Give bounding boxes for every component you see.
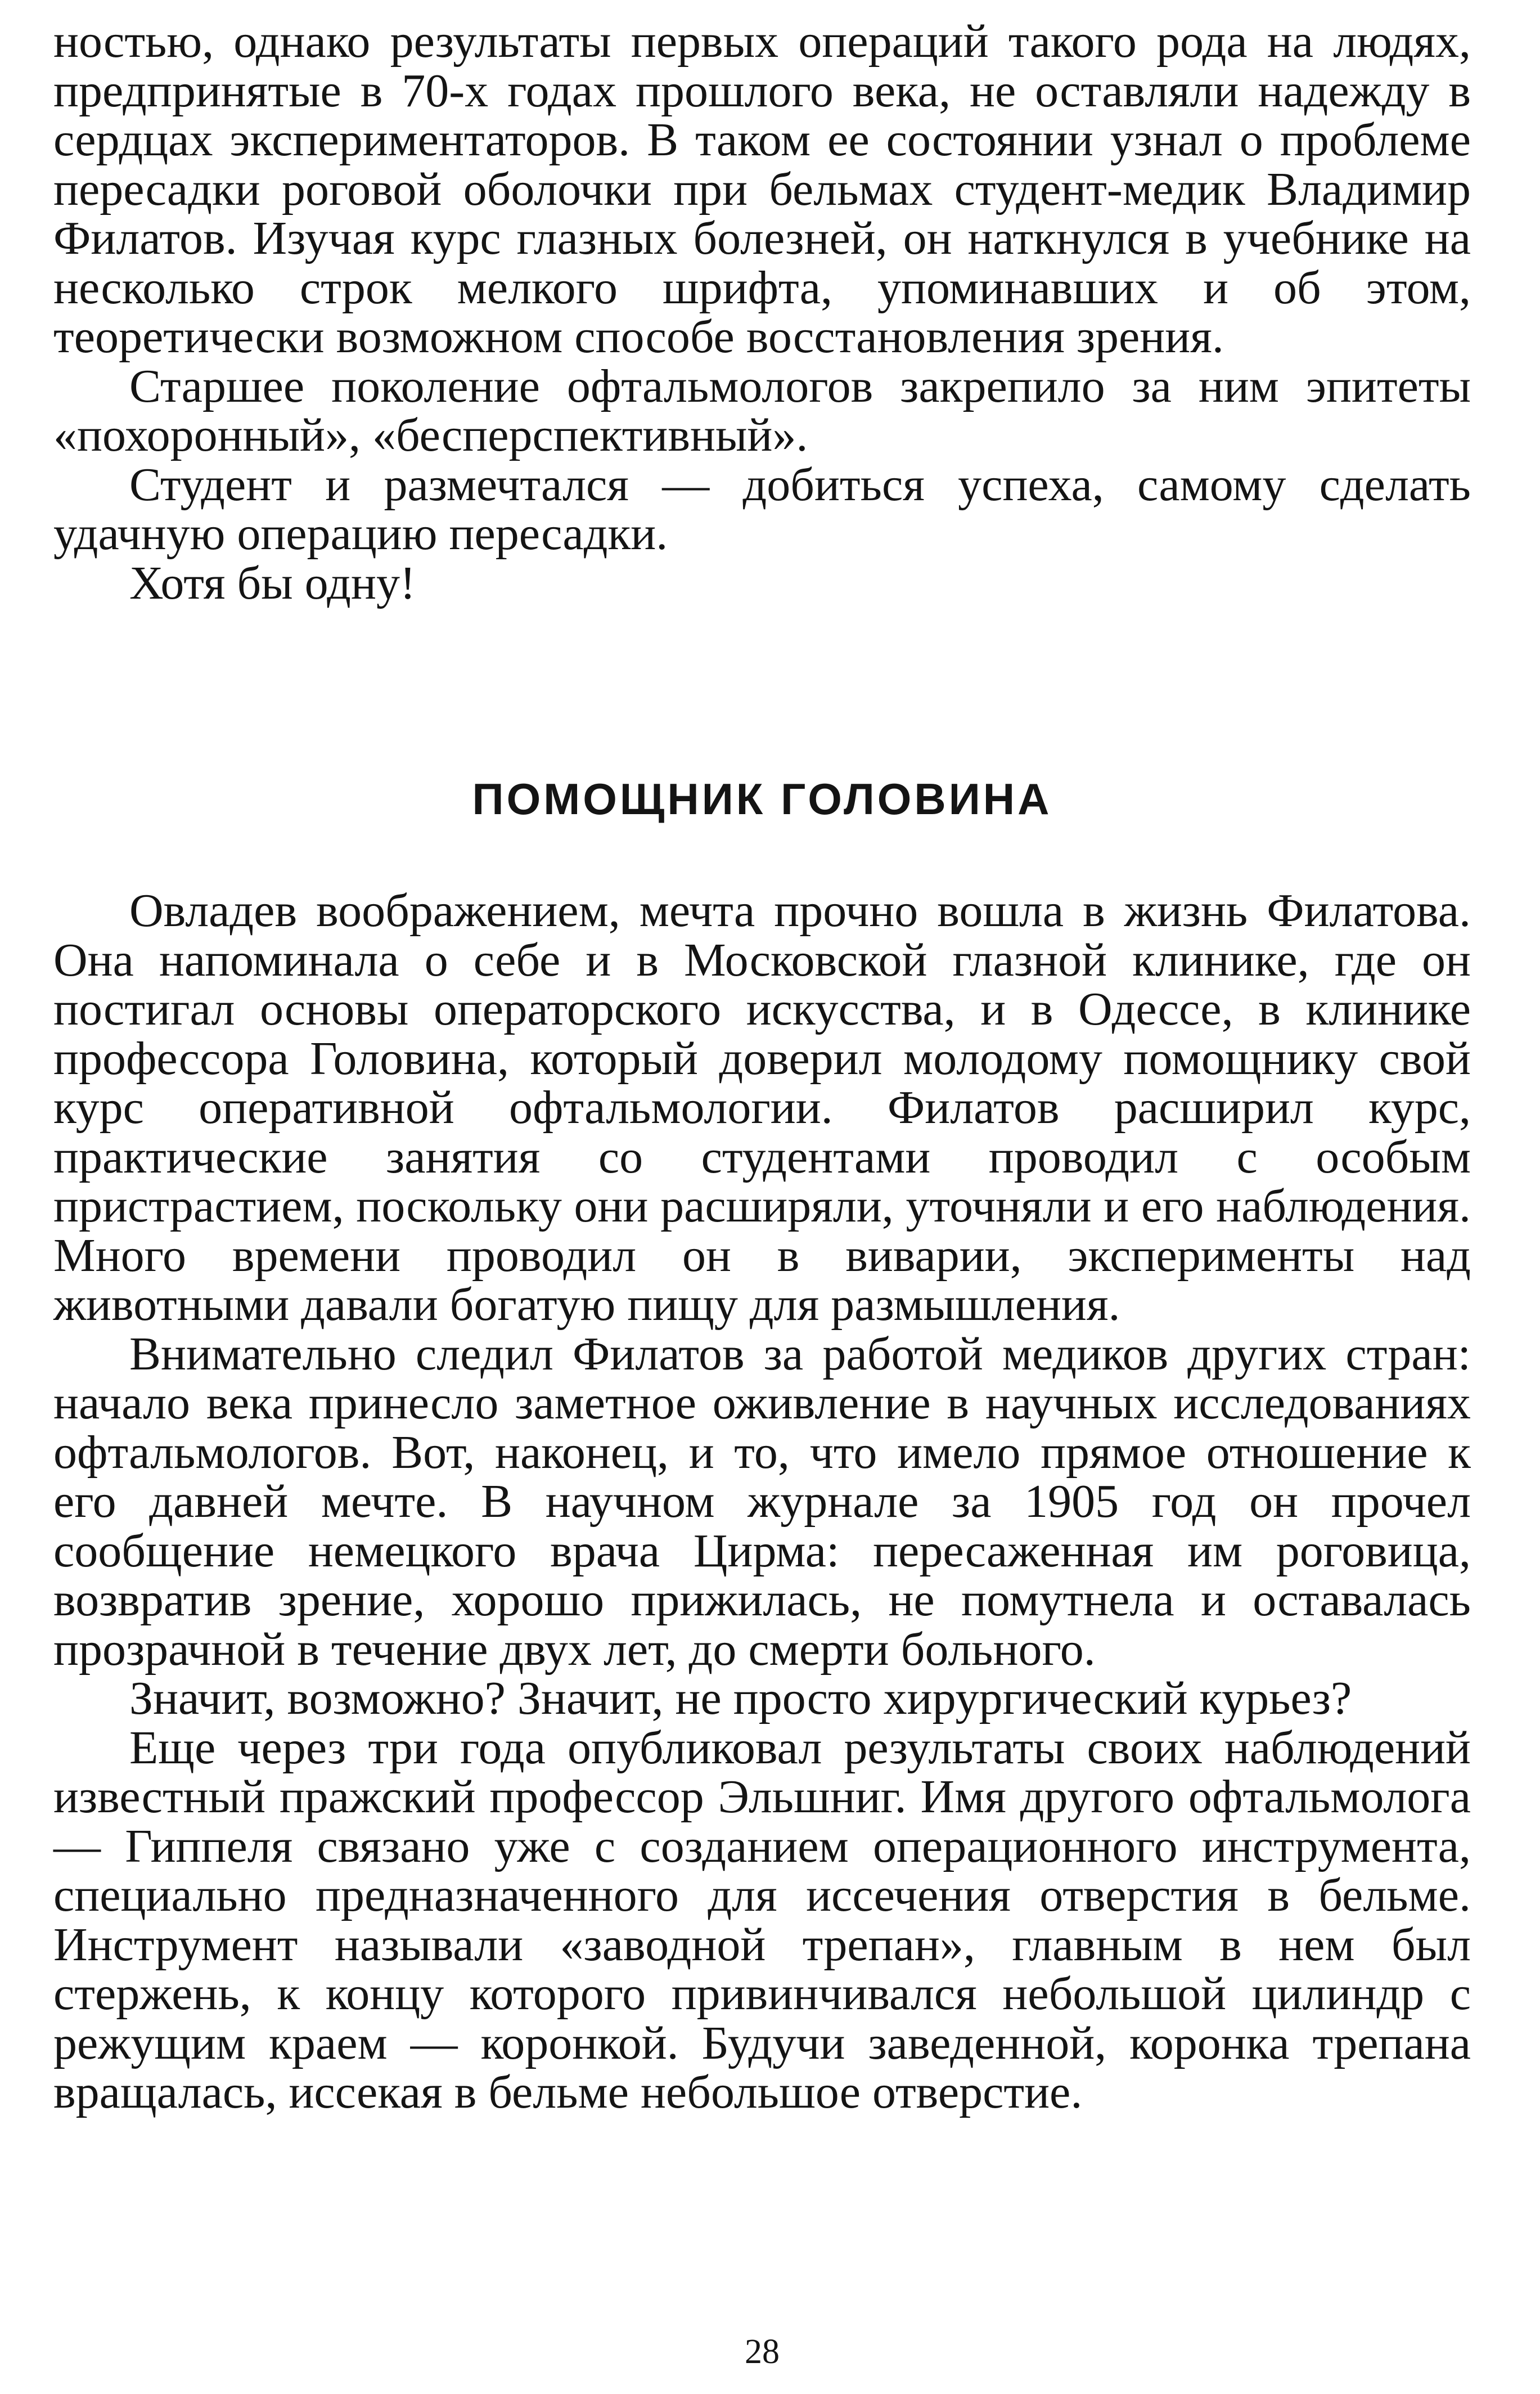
section-paragraph-1: Овладев воображением, мечта прочно вошла в жизнь Филатова. Она напоминала о себе и в Московской глазной клинике, где он постигал основы операторского искусства, и в Одессе, в клинике профессора Головина, который доверил молодому помощнику свой курс оперативной офтальмологии. Филатов расширил курс, практические занятия со студентами проводил с особым пристрастием, поскольку они расширяли, уточняли и его наблюдения. Много времени проводил он в виварии, эксперименты над животными давали богатую пищу для размышления.	[53, 884, 1471, 1331]
page-number: 28	[745, 2333, 780, 2371]
intro-paragraph-4: Хотя бы одну!	[129, 556, 416, 609]
chapter-section	[53, 886, 1471, 2117]
section-paragraph-3: Значит, возможно? Значит, не просто хирургический курьез?	[129, 1672, 1352, 1724]
section-paragraph-4: Еще через три года опубликовал результаты своих наблюдений известный пражский профессор Эльшниг. Имя другого офтальмолога — Гиппеля связано уже с созданием операционного инструмента, специально предназначенного для иссечения отверстия в бельме. Инструмент называли «заводной трепан», главным в нем был стержень, к концу которого привинчивался небольшой цилиндр с режущим краем — коронкой. Будучи заведенной, коронка трепана вращалась, иссекая в бельме небольшое отверстие.	[53, 1721, 1471, 2118]
book-page	[53, 17, 1471, 2380]
section-heading: ПОМОЩНИК ГОЛОВИНА	[472, 774, 1052, 824]
intro-paragraph-3: Студент и размечтался — добиться успеха, самому сделать удачную операцию пересадки.	[53, 458, 1471, 560]
intro-paragraph-2: Старшее поколение офтальмологов закрепило за ним эпитеты «похоронный», «бесперспективный».	[53, 360, 1471, 461]
intro-paragraph-1: ностью, однако результаты первых операций такого рода на людях, предпринятые в 70-х годах прошлого века, не оставляли надежду в сердцах экспериментаторов. В таком ее состоянии узнал о проблеме пересадки роговой оболочки при бельмах студент-медик Владимир Филатов. Изучая курс глазных болезней, он наткнулся в учебнике на несколько строк мелкого шрифта, упоминавших и об этом, теоретически возможном способе восстановления зрения.	[53, 15, 1471, 363]
intro-section	[53, 17, 1471, 608]
section-paragraph-2: Внимательно следил Филатов за работой медиков других стран: начало века принесло заметное оживление в научных исследованиях офтальмологов. Вот, наконец, и то, что имело прямое отношение к его давней мечте. В научном журнале за 1905 год он прочел сообщение немецкого врача Цирма: пересаженная им роговица, возвратив зрение, хорошо прижилась, не помутнела и оставалась прозрачной в течение двух лет, до смерти больного.	[53, 1327, 1471, 1676]
